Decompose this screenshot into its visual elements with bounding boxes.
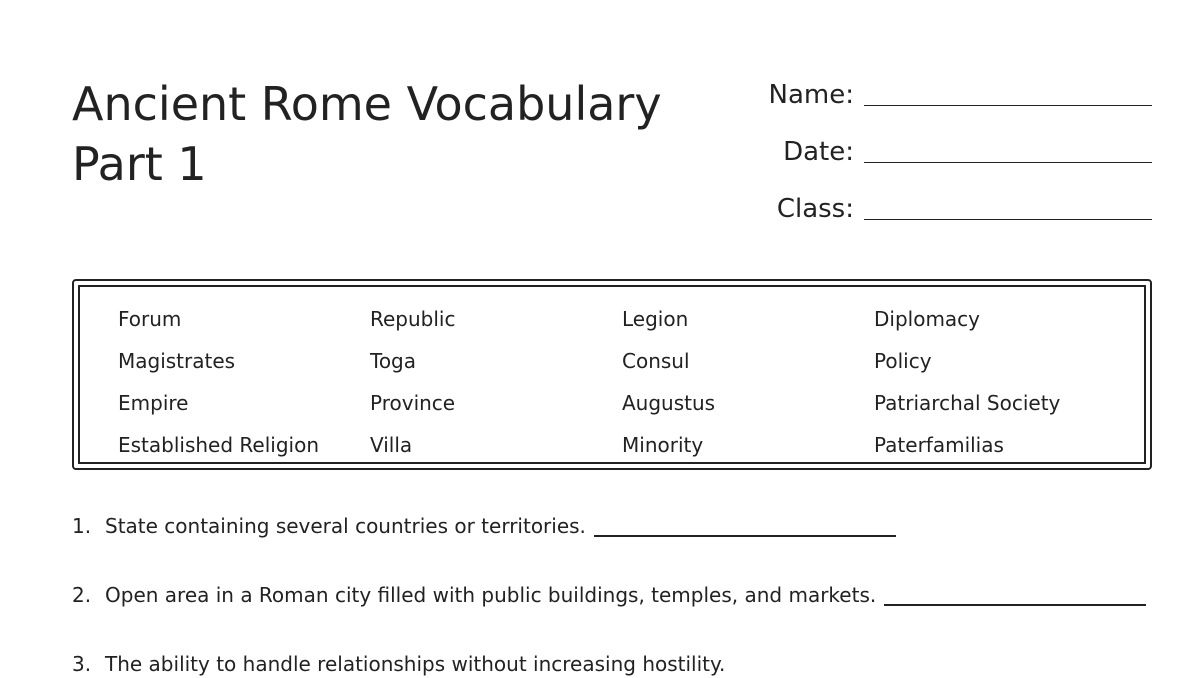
title-line-1: Ancient Rome Vocabulary	[72, 77, 662, 131]
word-bank-term: Patriarchal Society	[874, 391, 1061, 415]
word-bank-term: Minority	[622, 433, 704, 457]
word-bank-term: Magistrates	[118, 349, 236, 373]
word-bank	[72, 279, 1152, 470]
word-bank-grid	[118, 305, 1126, 473]
question-2	[72, 581, 1146, 609]
word-bank-term: Republic	[370, 307, 456, 331]
question-text: The ability to handle relationships without increasing hostility.	[105, 652, 726, 676]
date-label: Date:	[783, 137, 854, 167]
question-text: Open area in a Roman city filled with public buildings, temples, and markets.	[105, 583, 877, 607]
word-bank-term: Toga	[370, 349, 417, 373]
question-text: State containing several countries or territories.	[105, 514, 586, 538]
class-row	[777, 194, 1152, 224]
name-row	[769, 80, 1152, 110]
word-bank-term: Forum	[118, 307, 182, 331]
question-3	[72, 650, 733, 678]
question-number: 1.	[72, 514, 92, 538]
answer-blank[interactable]	[884, 604, 1146, 606]
word-bank-inner-border	[78, 285, 1146, 464]
word-bank-term: Province	[370, 391, 456, 415]
title-line-2: Part 1	[72, 137, 207, 191]
word-bank-term: Villa	[370, 433, 413, 457]
question-number: 3.	[72, 652, 92, 676]
word-bank-term: Paterfamilias	[874, 433, 1004, 457]
word-bank-term: Empire	[118, 391, 189, 415]
word-bank-term: Established Religion	[118, 433, 319, 457]
question-1	[72, 512, 896, 540]
answer-blank[interactable]	[594, 535, 896, 537]
word-bank-term: Augustus	[622, 391, 716, 415]
word-bank-term: Diplomacy	[874, 307, 981, 331]
word-bank-term: Consul	[622, 349, 690, 373]
word-bank-term: Policy	[874, 349, 932, 373]
date-row	[783, 137, 1152, 167]
date-blank[interactable]	[864, 162, 1152, 163]
name-label: Name:	[768, 80, 854, 110]
word-bank-term: Legion	[622, 307, 689, 331]
class-blank[interactable]	[864, 219, 1152, 220]
name-blank[interactable]	[864, 105, 1152, 106]
question-number: 2.	[72, 583, 92, 607]
worksheet-title	[72, 74, 662, 194]
class-label: Class:	[776, 194, 854, 224]
